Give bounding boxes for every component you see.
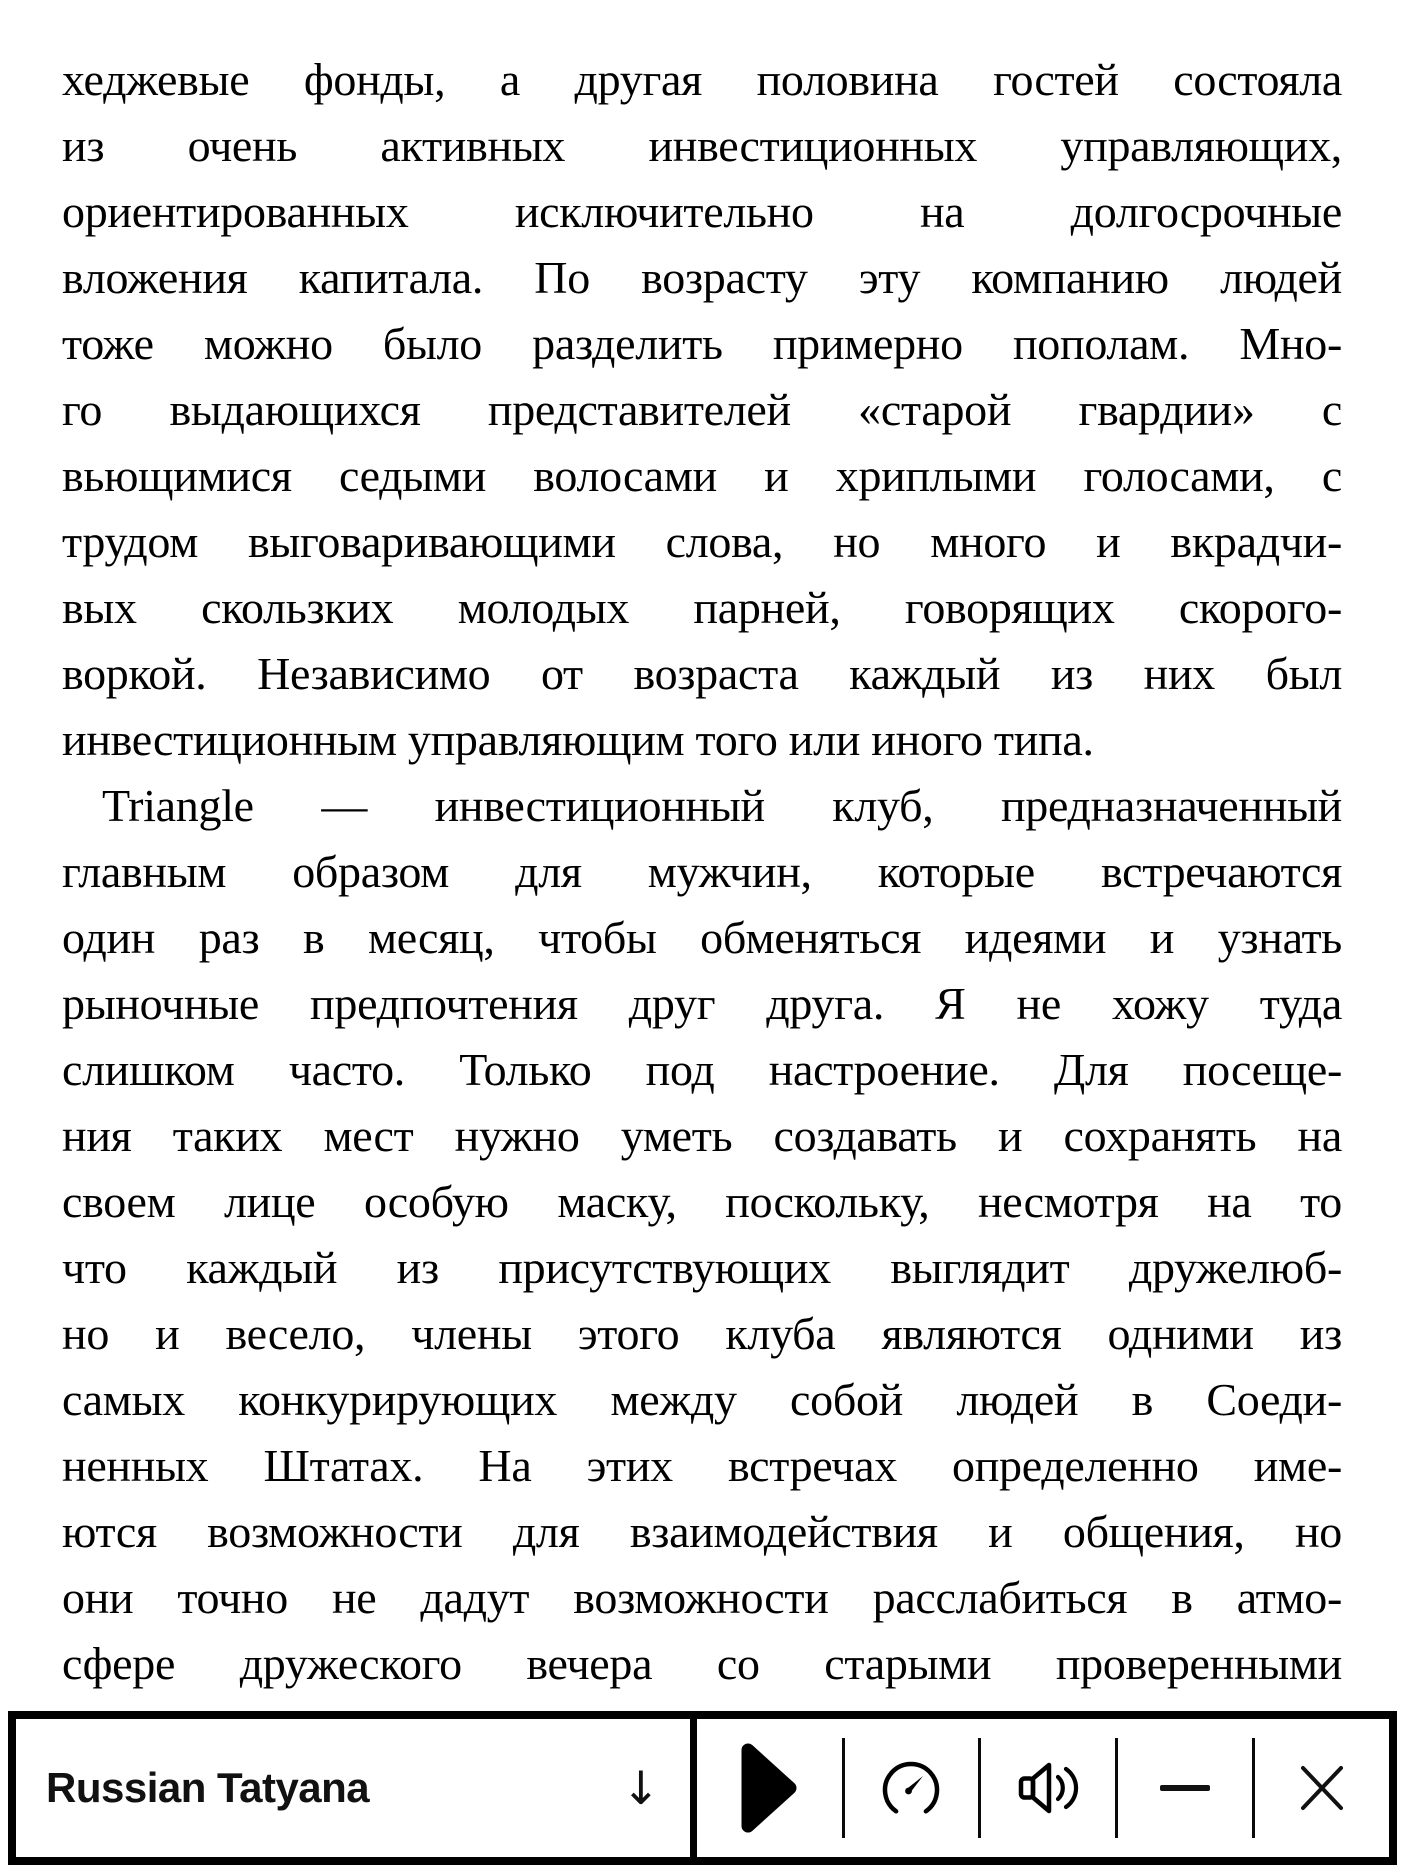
text-line: что каждый из присутствующих выглядит дружелюб- bbox=[62, 1242, 1342, 1293]
text-line: из очень активных инвестиционных управляющих, bbox=[62, 120, 1342, 171]
speaker-icon bbox=[1012, 1758, 1084, 1818]
text-line: своем лице особую маску, поскольку, несмотря на то bbox=[62, 1176, 1342, 1227]
bar-section-divider bbox=[690, 1719, 697, 1857]
text-line: ются возможности для взаимодействия и общения, но bbox=[62, 1506, 1342, 1557]
text-line: главным образом для мужчин, которые встречаются bbox=[62, 846, 1342, 897]
reading-area bbox=[62, 47, 1342, 1697]
text-line: один раз в месяц, чтобы обменяться идеями и узнать bbox=[62, 912, 1342, 963]
text-line: ориентированных исключительно на долгосрочные bbox=[62, 186, 1342, 237]
text-line: ненных Штатах. На этих встречах определенно име- bbox=[62, 1440, 1342, 1491]
close-button[interactable] bbox=[1255, 1719, 1389, 1857]
play-icon bbox=[738, 1742, 800, 1834]
text-line: инвестиционным управляющим того или иного типа. bbox=[62, 714, 1094, 765]
text-line: но и весело, члены этого клуба являются одними из bbox=[62, 1308, 1342, 1359]
text-line: хеджевые фонды, а другая половина гостей состояла bbox=[62, 54, 1342, 105]
speed-button[interactable] bbox=[845, 1719, 979, 1857]
text-line: ния таких мест нужно уметь создавать и сохранять на bbox=[62, 1110, 1342, 1161]
minimize-button[interactable] bbox=[1118, 1719, 1252, 1857]
play-button[interactable] bbox=[697, 1719, 842, 1857]
tts-control-bar bbox=[8, 1711, 1397, 1865]
tts-controls bbox=[697, 1719, 1389, 1857]
voice-selector-button[interactable] bbox=[16, 1719, 690, 1857]
text-line: го выдающихся представителей «старой гвардии» с bbox=[62, 384, 1342, 435]
speedometer-icon bbox=[879, 1756, 943, 1820]
text-line: они точно не дадут возможности расслабиться в атмо- bbox=[62, 1572, 1342, 1623]
text-line: тоже можно было разделить примерно пополам. Мно- bbox=[62, 318, 1342, 369]
text-line: вых скользких молодых парней, говорящих скорого- bbox=[62, 582, 1342, 633]
close-icon bbox=[1298, 1764, 1346, 1812]
text-line: Triangle — инвестиционный клуб, предназначенный bbox=[102, 780, 1342, 831]
text-line: вложения капитала. По возрасту эту компанию людей bbox=[62, 252, 1342, 303]
text-line: вьющимися седыми волосами и хриплыми голосами, с bbox=[62, 450, 1342, 501]
text-line: слишком часто. Только под настроение. Для посеще- bbox=[62, 1044, 1342, 1095]
voice-label: Russian Tatyana bbox=[46, 1764, 370, 1811]
down-arrow-icon: ↓ bbox=[621, 1761, 660, 1815]
text-line: воркой. Независимо от возраста каждый из них был bbox=[62, 648, 1342, 699]
text-line: самых конкурирующих между собой людей в Соеди- bbox=[62, 1374, 1342, 1425]
minimize-icon bbox=[1160, 1785, 1210, 1791]
text-line: сфере дружеского вечера со старыми проверенными bbox=[62, 1638, 1342, 1689]
text-line: рыночные предпочтения друг друга. Я не хожу туда bbox=[62, 978, 1342, 1029]
volume-button[interactable] bbox=[981, 1719, 1115, 1857]
text-line: трудом выговаривающими слова, но много и вкрадчи- bbox=[62, 516, 1342, 567]
